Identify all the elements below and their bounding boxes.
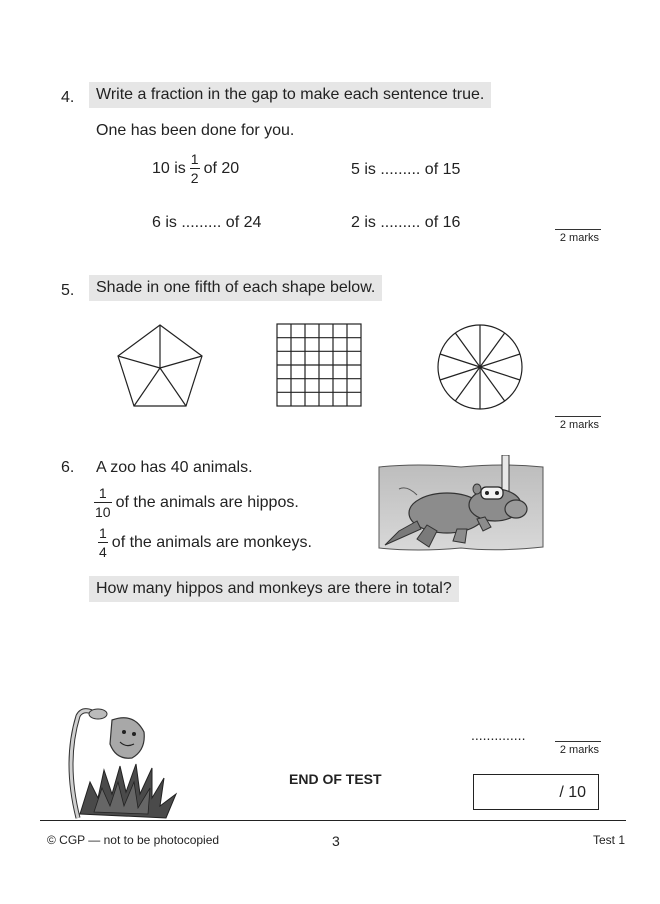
footer-rule	[40, 820, 626, 821]
example-right: of 20	[203, 159, 240, 177]
footer-copyright: © CGP — not to be photocopied	[47, 833, 220, 847]
example-denominator: 2	[190, 170, 199, 186]
circle-shape[interactable]	[435, 322, 525, 412]
question-5-number: 5.	[61, 282, 75, 299]
question-5-mark-line	[555, 416, 601, 417]
snorkeling-hippo-illustration	[377, 455, 545, 553]
example-left: 10 is	[152, 159, 186, 177]
question-6-line-2	[98, 526, 312, 559]
hippo-text: of the animals are hippos.	[115, 493, 299, 511]
question-6-mark-line	[555, 741, 601, 742]
question-4-instruction: Write a fraction in the gap to make each sentence true.	[89, 82, 491, 108]
monkey-fraction	[98, 526, 108, 559]
monkey-denominator: 4	[99, 544, 107, 560]
hippo-numerator: 1	[98, 485, 107, 501]
question-4-note: One has been done for you.	[96, 122, 295, 139]
question-4-item-1[interactable]: 5 is ......... of 15	[351, 161, 461, 178]
example-fraction	[190, 152, 200, 185]
example-numerator: 1	[190, 151, 199, 167]
question-5-marks: 2 marks	[559, 419, 599, 431]
question-6-marks: 2 marks	[559, 744, 599, 756]
hippo-denominator: 10	[95, 504, 111, 520]
total-score-box[interactable]	[473, 774, 599, 810]
question-6-question: How many hippos and monkeys are there in total?	[89, 576, 459, 602]
question-4-number: 4.	[61, 89, 75, 106]
question-4-item-3[interactable]: 2 is ......... of 16	[351, 214, 461, 231]
grid-shape[interactable]	[276, 323, 364, 409]
hippo-fraction	[94, 486, 112, 519]
question-4-marks: 2 marks	[559, 232, 599, 244]
monkey-numerator: 1	[99, 525, 107, 541]
question-6-number: 6.	[61, 459, 75, 476]
footer-page-number: 3	[332, 833, 340, 849]
footer-test-label: Test 1	[593, 833, 626, 847]
question-4-example	[152, 152, 239, 185]
question-6-answer-dots[interactable]: ..............	[471, 727, 526, 743]
watered-plant-illustration	[60, 702, 200, 820]
question-4-item-2[interactable]: 6 is ......... of 24	[152, 214, 262, 231]
end-of-test-label: END OF TEST	[289, 771, 382, 787]
question-5-instruction: Shade in one fifth of each shape below.	[89, 275, 382, 301]
total-score: / 10	[559, 784, 586, 801]
question-4-mark-line	[555, 229, 601, 230]
pentagon-shape[interactable]	[114, 320, 206, 412]
monkey-text: of the animals are monkeys.	[111, 533, 312, 551]
question-6-line-1	[94, 486, 299, 519]
question-6-intro: A zoo has 40 animals.	[96, 459, 253, 476]
